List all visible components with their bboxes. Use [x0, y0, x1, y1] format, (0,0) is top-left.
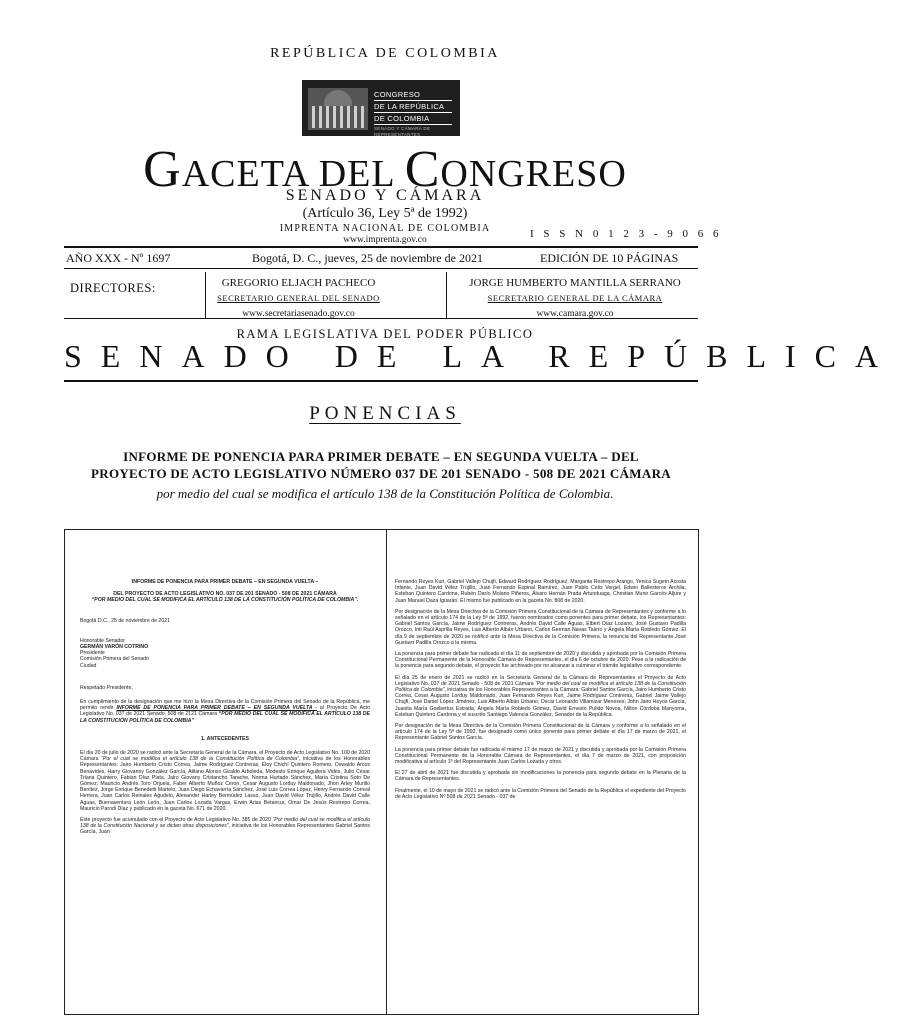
imprenta-web-link[interactable]: www.imprenta.gov.co — [343, 235, 427, 245]
edicion-label: EDICIÓN DE 10 PÁGINAS — [540, 251, 679, 265]
right-paragraph-8: Finalmente, el 10 de mayo de 2021 se radicó ante la Comisión Primera del Senado de la República el expediente del Proyecto de Acto Legislativo Nº 508 de 2021 Senado - 037 de — [395, 787, 686, 800]
header-rule-bottom — [64, 318, 698, 319]
right-paragraph-1: Fernando Reyes Kuri, Gabriel Vallejo Chujfi, Edward Rodríguez Rodríguez, Margarita Restrepo Arango, Yenica Sugein Acosta Infante, Juan David Vélez Trujillo, Juan Fernando Espinal Ramírez, Juan Pablo Celis Vergel, Edwin Ballesteros Archila, Esteban Quintero Cardona, Rubén Darío Molano Piñeros, Álvaro Hernán Prada Artunduaga, Christian Munir Garcés Aljure y Juan Manuel Daza Iguarán. El mismo fue publicado en la gaceta No. 808 de 2020. — [395, 579, 686, 604]
director2-name: JORGE HUMBERTO MANTILLA SERRANO — [469, 277, 681, 289]
senado-camara-subtitle: SENADO Y CÁMARA — [285, 187, 485, 204]
logo-line1: CONGRESO — [374, 90, 421, 99]
fecha-label: Bogotá, D. C., jueves, 25 de noviembre de 2021 — [252, 251, 483, 265]
congreso-logo — [302, 80, 460, 136]
right-paragraph-4: El día 25 de enero de 2021 se radicó en la Secretaría General de la Cámara de Representantes el Proyecto de Acto Legislativo No. 037 de 2021 Senado - 508 de 2021 Cámara “Por medio del cual se modifica el artículo 138 de la Constitución Política de Colombia”, iniciativa de los Honorables Representantes a la Cámara: Gabriel Santos García, Jairo Humberto Cristo Correa, Cesar Augusto Lorduy Maldonado, Juan Fernando Reyes Kuri, Jaime Rodríguez Contreras, Gabriel Jaime Vallejo Chujfi, José Daniel López Jiménez, Luis Alberto Albán Urbano, Oscar Leonardo Villamizar Meneses, John Jairo Hoyos García, Juanita María Goebertus Estrada, Ángela María Robledo Gómez, David Ernesto Pulido Novoa, Nilton Córdoba Manyoma, Esteban Quintero Cardona y el suscrito Santiago Valencia González, Senador de la República. — [395, 674, 687, 718]
left-dest-2: GERMÁN VARÓN COTRINO — [80, 644, 149, 651]
left-column — [80, 579, 370, 841]
right-paragraph-3: La ponencia para primer debate fue radicada el día 11 de septiembre de 2020 y discutida y aprobada por la Comisión Primera Constitucional Permanente de la Honorable Cámara de Representantes, el día 6 de octubre de 2020. Pese a la radicación de la ponencia para segundo debate, el proyecto fue archivado por no alcanzar a culminar el trámite legislativo correspondiente. — [395, 651, 686, 670]
logo-line2: DE LA REPÚBLICA — [374, 102, 445, 111]
header-rule-top — [64, 246, 698, 248]
left-dest-4: Comisión Primera del Senado — [80, 656, 149, 663]
logo-line3: DE COLOMBIA — [374, 114, 430, 123]
directores-label: DIRECTORES: — [70, 281, 156, 295]
informe-subtitle: por medio del cual se modifica el artículo 138 de la Constitución Política de Colombia. — [156, 486, 614, 501]
left-heading-1: INFORME DE PONENCIA PARA PRIMER DEBATE – EN SEGUNDA VUELTA – — [131, 579, 319, 585]
logo-small: SENADO Y CÁMARA DE REPRESENTANTES — [374, 126, 431, 137]
informe-title-line1: INFORME DE PONENCIA PARA PRIMER DEBATE – EN SEGUNDA VUELTA – DEL — [123, 449, 639, 464]
left-dest-1: Honorable Senador — [80, 637, 125, 644]
issn-label: I S S N 0 1 2 3 - 9 0 6 6 — [530, 228, 723, 240]
director-senado — [210, 277, 387, 319]
gaceta-title: GACETA DEL CONGRESO — [143, 141, 627, 198]
republica-label: REPÚBLICA DE COLOMBIA — [270, 46, 500, 61]
director1-title: SECRETARIO GENERAL DEL SENADO — [217, 293, 380, 303]
left-saludo: Respetado Presidente, — [80, 684, 133, 691]
imprenta-label: IMPRENTA NACIONAL DE COLOMBIA — [279, 223, 491, 234]
left-dest-5: Ciudad — [80, 662, 97, 669]
articulo-label: (Artículo 36, Ley 5ª de 1992) — [302, 206, 468, 221]
directores-divider-right — [446, 272, 447, 318]
left-heading-2: DEL PROYECTO DE ACTO LEGISLATIVO NO. 037 DE 201 SENADO - 508 DE 2021 CÁMARA — [113, 591, 337, 598]
left-heading-3: “POR MEDIO DEL CUAL SE MODIFICA EL ARTÍCULO 138 DE LA CONSTITUCIÓN POLÍTICA DE COLOMBIA”. — [91, 597, 359, 604]
left-antecedentes-heading: 1. ANTECEDENTES — [201, 735, 249, 742]
left-paragraph-2: El día 20 de julio de 2020 se radicó ante la Secretaría General de la Cámara, el Proyecto de Acto Legislativo No. 100 de 2020 Cámara “Por el cual se modifica el artículo 138 de la Constitución Política de Colombia”, iniciativa de los Honorables Representantes: Jairo Humberto Cristo Correa, Jaime Rodríguez Contreras, Eloy Chichí Quintero Romero, Oswaldo Arcos Benavides, Harry Giovanny González García, Atilano Alonso Giraldo Arboleda, Modesto Enrique Aguilera Vides, Julio César Triana Quintero, Fabian Díaz Plata, Jairo Giovany Cristancho Tarache, Norma Hurtado Sánchez, María Cristina Soto De Gómez, Mauricio Andrés Toro Orjuela, Faber Alberto Muñoz Ceron, Cesar Augusto Lorduy Maldonado, Jhon Arley Murillo Benítez, Jorge Enrique Benedetti Martelo, Juan Diego Echavarría Sánchez, José Luis Correa López, Henry Fernando Correal Herrera, Juan Carlos Reinales Agudelo, Alexander Harley Bermúdez Lasso, Juan David Vélez Trujillo, Andrés David Calle Aguas, Buenaventura León León, Juan Carlos Lozada Vargas, Erwin Arias Betancur, Omar De Jesús Restrepo Correa, Mauricio Parodi Díaz y publicado en la gaceta No. 671 de 2020. — [80, 750, 370, 812]
director2-title: SECRETARIO GENERAL DE LA CÁMARA — [487, 293, 663, 303]
directores-divider-left — [205, 272, 206, 318]
informe-title — [64, 448, 698, 482]
rama-label: RAMA LEGISLATIVA DEL PODER PÚBLICO — [236, 327, 534, 341]
director-camara — [452, 277, 698, 319]
left-date: Bogotá D.C., 25 de noviembre de 2021 — [80, 617, 170, 624]
right-paragraph-5: Por designación de la Mesa Directiva de la Comisión Primera Constitucional de la Cámara y conforme a lo señalado en el artículo 174 de la Ley 5ª de 1992, fue designado como único ponente para primer debate el día 17 de marzo de 2021, el Representante Gabriel Santos García. — [395, 723, 686, 742]
senado-rule — [64, 380, 698, 382]
left-dest-3: Presidente — [80, 650, 105, 657]
right-column — [395, 579, 686, 805]
senado-heading: SENADO DE LA REPÚBLICA — [64, 338, 897, 374]
capitol-building-icon — [308, 88, 368, 130]
ano-label: AÑO XXX - Nº 1697 — [66, 251, 171, 265]
ponencias-heading: PONENCIAS — [309, 403, 461, 424]
right-paragraph-2: Por designación de la Mesa Directiva de la Comisión Primera Constitucional de la Cámara de Representantes y conforme a lo señalado en el artículo 174 de la Ley 5ª de 1992, fueron nombrados como ponentes para primer debate, los Representantes: Gabriel Santos García, Jaime Rodríguez Contreras, Andrés David Calle Aguas, Elbert Díaz Lozano, José Gustavo Padilla Orozco, Inti Raúl Asprilla Reyes, Luis Alberto Albán Urbano, Carlos German Navas Talero y Ángela María Robledo Gómez. El día 9 de septiembre de 2020 se notificó ante la Mesa Directiva de la Comisión Primera, la renuncia del Representante José Gustavo Padilla Orozco a la misma. — [395, 608, 686, 646]
left-paragraph-1: En cumplimiento de la designación que me hizo la Mesa Directiva de la Comisión Primera del Senado de la República, me permito rendir INFORME DE PONENCIA PARA PRIMER DEBATE – EN SEGUNDA VUELTA - al Proyecto De Acto Legislativo No. 037 de 2021 Senado, 508 de 2121 Cámara “POR MEDIO DEL CUAL SE MODIFICA EL ARTÍCULO 138 DE LA CONSTITUCIÓN POLÍTICA DE COLOMBIA” — [80, 699, 370, 724]
director2-web-link[interactable]: www.camara.gov.co — [536, 309, 614, 319]
left-paragraph-3: Este proyecto fue acumulado con el Proyecto de Acto Legislativo No. 385 de 2020 “Por medio del cual se modifica el artículo 138 de la Constitución Nacional y se dictan otras disposiciones”, iniciativa de los Honorables Representantes Gabriel Santos García, Juan — [80, 817, 370, 836]
director1-name: GREGORIO ELJACH PACHECO — [221, 277, 376, 289]
informe-title-line2: PROYECTO DE ACTO LEGISLATIVO NÚMERO 037 DE 201 SENADO - 508 DE 2021 CÁMARA — [91, 466, 671, 481]
right-paragraph-7: El 27 de abril de 2021 fue discutida y aprobada sin modificaciones la ponencia para segundo debate en la Plenaria de la Cámara de Representantes. — [395, 770, 686, 783]
director1-web-link[interactable]: www.secretariasenado.gov.co — [242, 309, 355, 319]
header-rule-mid — [64, 268, 698, 269]
column-divider — [386, 529, 387, 1014]
right-paragraph-6: La ponencia para primer debate fue radicada el mismo 17 de marzo de 2021 y discutida y aprobada por la Comisión Primera Constitucional Permanente de la Honorable Cámara de Representantes, el día 7 de marzo de 2021, con proposición modificativa al artículo 1º del Representante Juan Carlos Lozada y otros. — [395, 746, 686, 766]
